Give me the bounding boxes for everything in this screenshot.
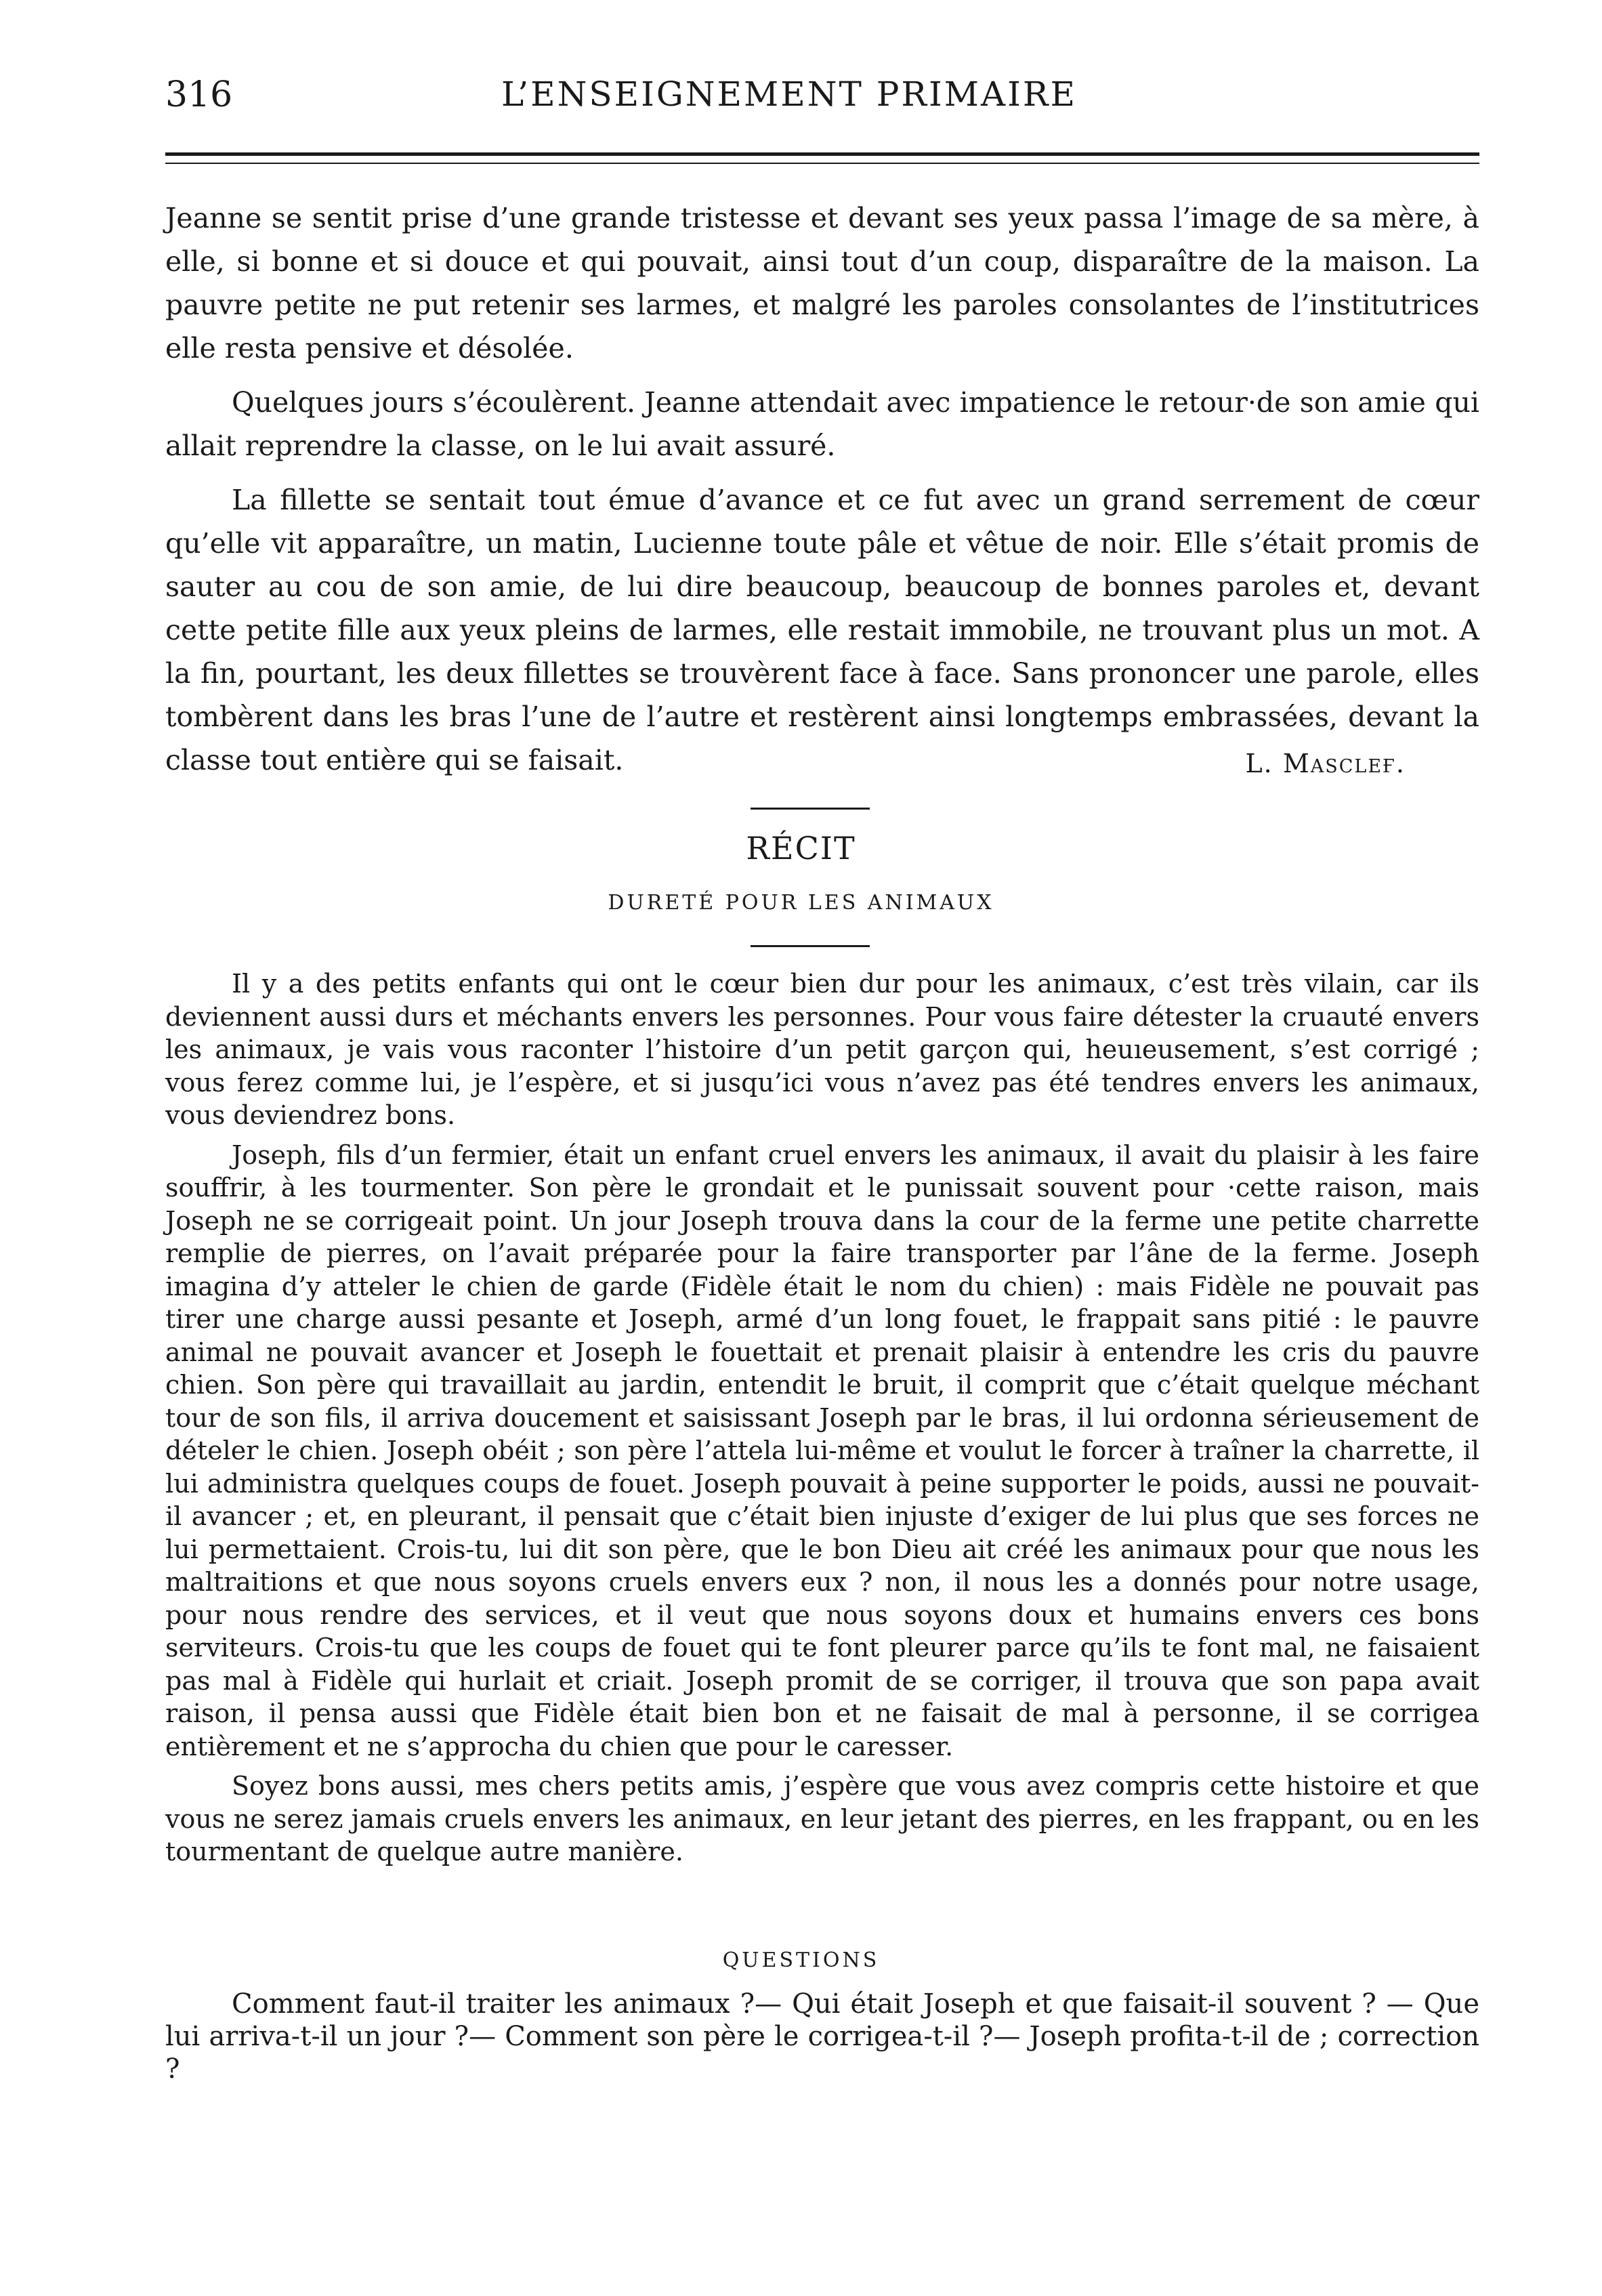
- story-two-paragraph: Il y a des petits enfants qui ont le cœur bien dur pour les animaux, c’est très vilain, car ils deviennent aussi durs et méchants envers les personnes. Pour vous faire détester la cruauté envers les animaux, je vais vous raconter l’histoire d’un petit garçon qui, heuıeusement, s’est corrigé ; vous ferez comme lui, je l’espère, et si jusqu’ici vous n’avez pas été tendres envers les animaux, vous deviendrez bons.: [165, 969, 1479, 1130]
- questions-block: [165, 1988, 1479, 2085]
- author-signature: L. Mascleғ.: [1245, 749, 1406, 778]
- story-one-paragraph: La fillette se sentait tout émue d’avance et ce fut avec un grand serrement de cœur qu’elle vit apparaître, un matin, Lucienne toute pâle et vêtue de noir. Elle s’était promis de sauter au cou de son amie, de lui dire beaucoup, beaucoup de bonnes paroles et, devant cette petite fille aux yeux pleins de larmes, elle restait immobile, ne trouvant plus un mot. A la fin, pourtant, les deux fillettes se trouvèrent face à face. Sans prononcer une parole, elles tombèrent dans les bras l’une de l’autre et restèrent ainsi longtemps embrassées, devant la classe tout entière qui se faisait.: [165, 484, 1479, 776]
- section-title: RÉCIT: [746, 830, 856, 867]
- questions-heading: QUESTIONS: [722, 1948, 880, 1972]
- story-two-paragraph: Joseph, fils d’un fermier, était un enfant cruel envers les animaux, il avait du plaisir à les faire souffrir, à les tourmenter. Son père le grondait et le punissait souvent pour ·cette raison, mais Joseph ne se corrigeait point. Un jour Joseph trouva dans la cour de la ferme une petite charrette remplie de pierres, on l’avait préparée pour la faire transporter par l’âne de la ferme. Joseph imagina d’y atteler le chien de garde (Fidèle était le nom du chien) : mais Fidèle ne pouvait pas tirer une charge aussi pesante et Joseph, armé d’un long fouet, le frappait sans pitié : le pauvre animal ne pouvait avancer et Joseph le fouettait et prenait plaisir à entendre les cris du pauvre chien. Son père qui travaillait au jardin, entendit le bruit, il comprit que c’était quelque méchant tour de son fils, il arriva doucement et saisissant Joseph par le bras, il lui ordonna sérieusement de dételer le chien. Joseph obéit ; son père l’attela lui-même et voulut le forcer à traîner la charrette, il lui administra quelques coups de fouet. Joseph pouvait à peine supporter le poids, aussi ne pouvait-il avancer ; et, en pleurant, il pensait que c’était bien injuste d’exiger de lui plus que ses forces ne lui permettaient. Crois-tu, lui dit son père, que le bon Dieu ait créé les animaux pour que nous les maltraitions et que nous soyons cruels envers eux ? non, il nous les a donnés pour notre usage, pour nous rendre des services, et il veut que nous soyons doux et humains envers ces bons serviteurs. Crois-tu que les coups de fouet qui te font pleurer parce qu’ils te font mal, ne faisaient pas mal à Fidèle qui hurlait et criait. Joseph promit de se corriger, il trouva que son papa avait raison, il pensa aussi que Fidèle était bien bon et ne faisait de mal à personne, il se corrigea entièrement et ne s’approcha du chien que pour le caresser.: [165, 1140, 1479, 1761]
- section-rule-bottom: [751, 945, 870, 947]
- story-one-paragraph: Jeanne se sentit prise d’une grande tristesse et devant ses yeux passa l’image de sa mère, à elle, si bonne et si douce et qui pouvait, ainsi tout d’un coup, disparaître de la maison. La pauvre petite ne put retenir ses larmes, et malgré les paroles consolantes de l’institutrices elle resta pensive et désolée.: [165, 202, 1479, 364]
- story-one: [165, 196, 1479, 793]
- story-two-paragraph: Soyez bons aussi, mes chers petits amis, j’espère que vous avez compris cette histoire et que vous ne serez jamais cruels envers les animaux, en leur jetant des pierres, en les frappant, ou en les tourmentant de quelque autre manière.: [165, 1771, 1479, 1866]
- section-rule-top: [751, 808, 870, 810]
- header-rule-thin: [165, 163, 1479, 164]
- header-rule-thick: [165, 152, 1479, 156]
- story-one-paragraph: Quelques jours s’écoulèrent. Jeanne attendait avec impatience le retour·de son amie qui allait reprendre la classe, on le lui avait assuré.: [165, 386, 1479, 462]
- questions-text: Comment faut-il traiter les animaux ?— Qui était Joseph et que faisait-il souvent ? — Que lui arriva-t-il un jour ?— Comment son père le corrigea-t-il ?— Joseph profita-t-il de ; correction ?: [165, 1988, 1479, 2085]
- running-title: L’ENSEIGNEMENT PRIMAIRE: [501, 75, 1077, 114]
- section-subtitle: DURETÉ POUR LES ANIMAUX: [608, 891, 994, 915]
- story-two: [165, 967, 1479, 1875]
- page-number: 316: [165, 75, 233, 115]
